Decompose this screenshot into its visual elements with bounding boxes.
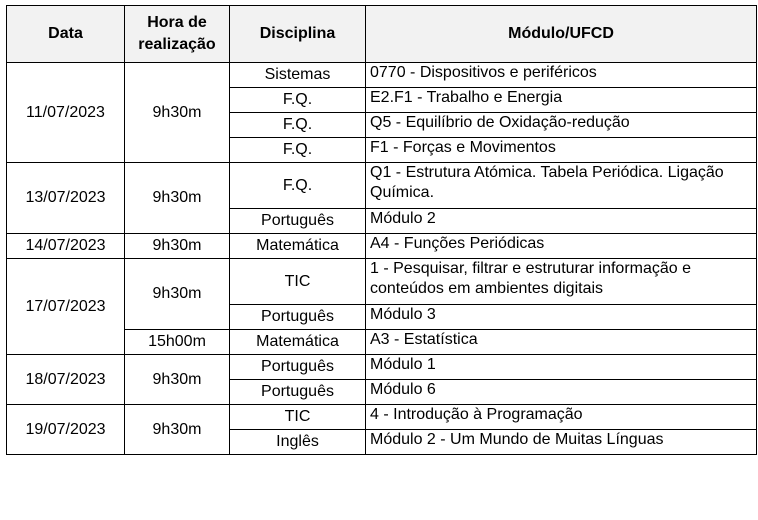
header-hora-line2: realização [138, 36, 216, 53]
module-cell: Módulo 1 [366, 355, 757, 380]
module-cell: Q5 - Equilíbrio de Oxidação-redução [366, 113, 757, 138]
date-cell: 18/07/2023 [7, 355, 125, 405]
module-cell: Módulo 6 [366, 380, 757, 405]
header-data: Data [7, 6, 125, 63]
discipline-cell: F.Q. [230, 163, 366, 209]
discipline-cell: TIC [230, 405, 366, 430]
discipline-cell: Português [230, 305, 366, 330]
date-cell: 17/07/2023 [7, 259, 125, 355]
date-cell: 19/07/2023 [7, 405, 125, 455]
module-cell: E2.F1 - Trabalho e Energia [366, 88, 757, 113]
module-cell: 0770 - Dispositivos e periféricos [366, 63, 757, 88]
time-cell: 9h30m [125, 234, 230, 259]
module-cell: Q1 - Estrutura Atómica. Tabela Periódica. Ligação Química. [366, 163, 757, 209]
header-modulo: Módulo/UFCD [366, 6, 757, 63]
table-row [7, 355, 757, 380]
time-cell: 9h30m [125, 163, 230, 234]
table-row [7, 63, 757, 88]
time-cell: 9h30m [125, 259, 230, 330]
time-cell: 9h30m [125, 63, 230, 163]
date-cell: 11/07/2023 [7, 63, 125, 163]
date-cell: 13/07/2023 [7, 163, 125, 234]
table-row [7, 163, 757, 209]
discipline-cell: TIC [230, 259, 366, 305]
header-disciplina: Disciplina [230, 6, 366, 63]
module-cell: Módulo 3 [366, 305, 757, 330]
time-cell: 15h00m [125, 330, 230, 355]
discipline-cell: F.Q. [230, 88, 366, 113]
module-cell: Módulo 2 - Um Mundo de Muitas Línguas [366, 430, 757, 455]
exam-schedule-table [6, 5, 757, 455]
discipline-cell: Português [230, 355, 366, 380]
module-cell: 1 - Pesquisar, filtrar e estruturar informação e conteúdos em ambientes digitais [366, 259, 757, 305]
time-cell: 9h30m [125, 405, 230, 455]
discipline-cell: Português [230, 209, 366, 234]
header-hora [125, 6, 230, 63]
time-cell: 9h30m [125, 355, 230, 405]
table-row [7, 405, 757, 430]
module-cell: A3 - Estatística [366, 330, 757, 355]
discipline-cell: Matemática [230, 330, 366, 355]
discipline-cell: Inglês [230, 430, 366, 455]
discipline-cell: Sistemas [230, 63, 366, 88]
discipline-cell: Português [230, 380, 366, 405]
header-row [7, 6, 757, 63]
discipline-cell: Matemática [230, 234, 366, 259]
discipline-cell: F.Q. [230, 138, 366, 163]
module-cell: A4 - Funções Periódicas [366, 234, 757, 259]
table-row [7, 259, 757, 305]
module-cell: 4 - Introdução à Programação [366, 405, 757, 430]
discipline-cell: F.Q. [230, 113, 366, 138]
header-hora-line1: Hora de [147, 14, 207, 31]
module-cell: Módulo 2 [366, 209, 757, 234]
table-row [7, 234, 757, 259]
module-cell: F1 - Forças e Movimentos [366, 138, 757, 163]
date-cell: 14/07/2023 [7, 234, 125, 259]
